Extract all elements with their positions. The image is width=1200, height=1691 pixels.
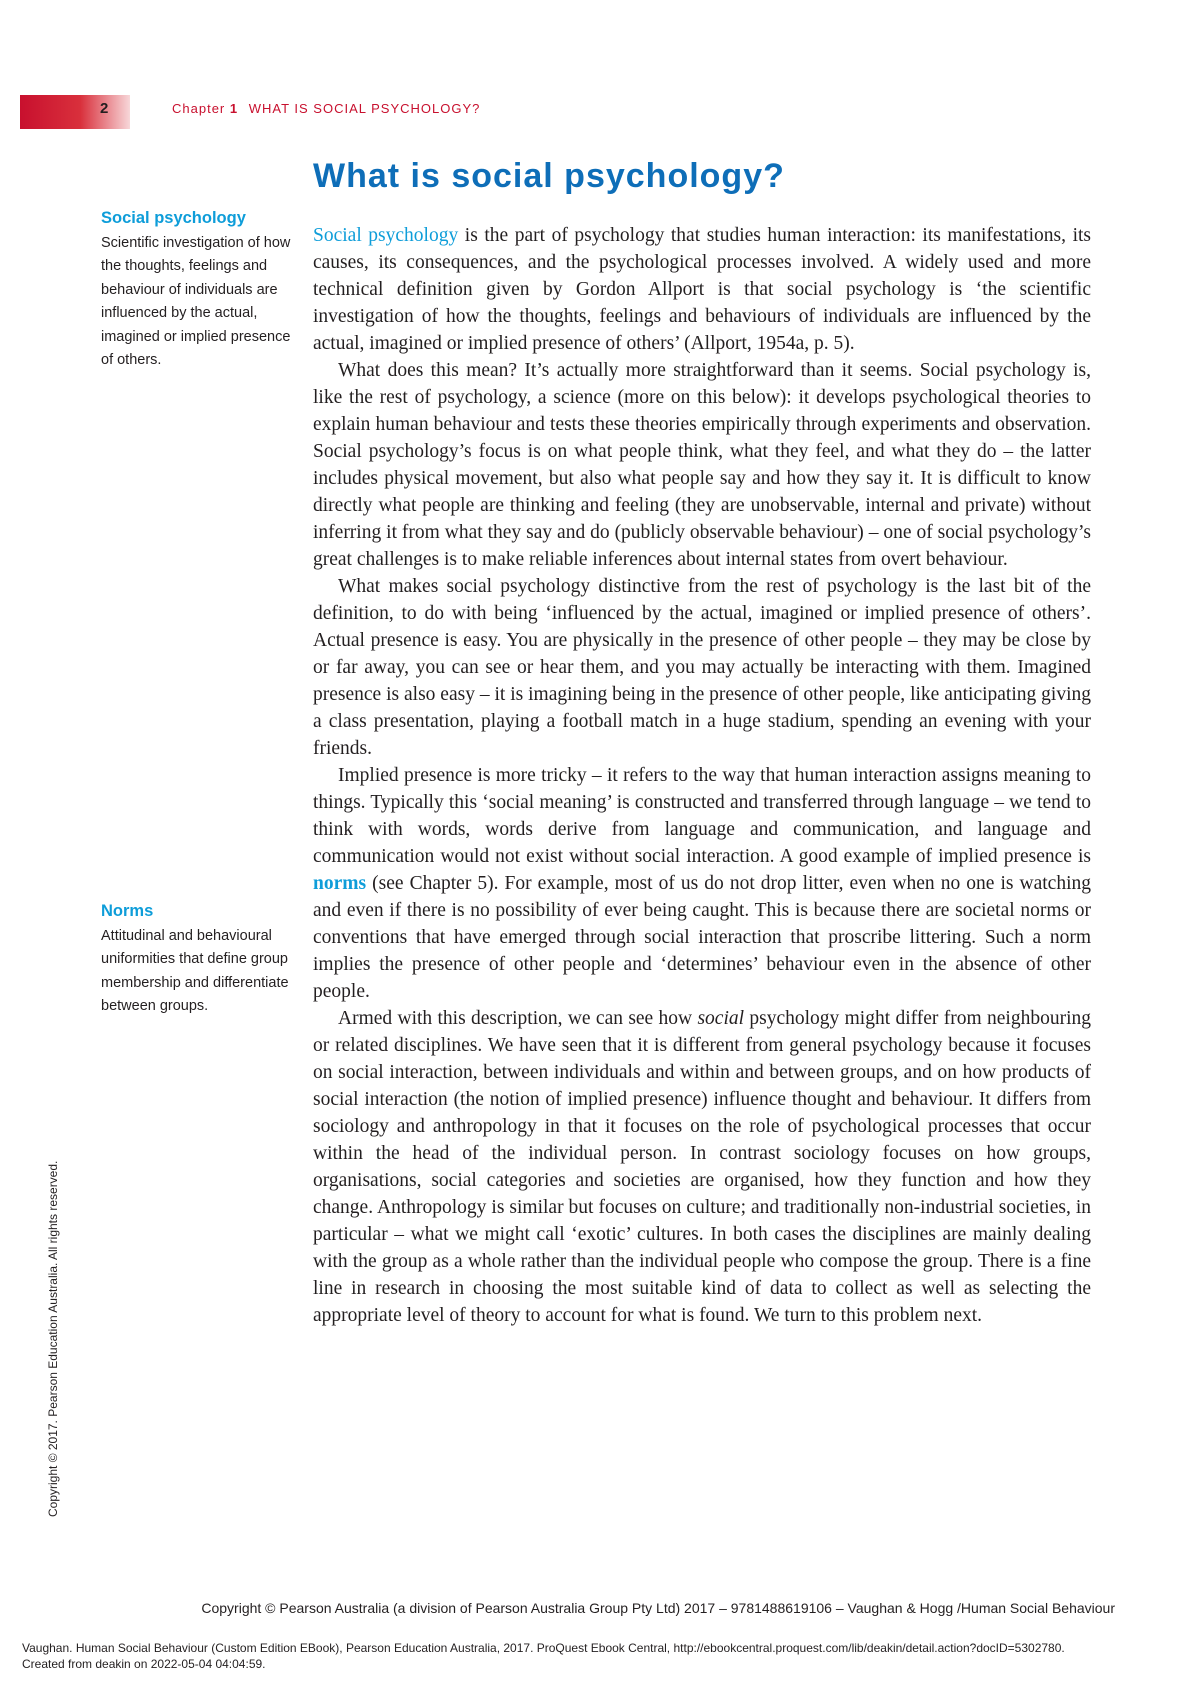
- chapter-label: Chapter: [172, 101, 226, 116]
- paragraph-text: Implied presence is more tricky – it refers to the way that human interaction assigns meaning to things. Typically this ‘social meaning’ is constructed and transferred through language – we tend to think with words, words derive from language and communication, and language and communication would not exist without social interaction. A good example of implied presence is: [313, 765, 1091, 867]
- citation-line: Vaughan. Human Social Behaviour (Custom Edition EBook), Pearson Education Australia, 2017. ProQuest Ebook Central, http://ebookcentral.proquest.com/lib/deakin/detail.action?docID=5302780.: [22, 1641, 1065, 1655]
- running-head: [172, 101, 480, 116]
- paragraph: What does this mean? It’s actually more straightforward than it seems. Social psychology is, like the rest of psychology, a science (more on this below): it develops psychological theories to explain human behaviour and tests these theories empirically through experiments and observation. Social psychology’s focus is on what people think, what they feel, and what they do – the latter includes physical movement, but also what people say and how they say it. It is difficult to know directly what people are thinking and feeling (they are unobservable, internal and private) without inferring it from what they say and do (publicly observable behaviour) – one of social psychology’s great challenges is to make reliable inferences about internal states from overt behaviour.: [313, 360, 1091, 570]
- paragraph-text: is the part of psychology that studies human interaction: its manifestations, its causes, its consequences, and the psychological processes involved. A widely used and more technical definition given by Gordon Allport is that social psychology is ‘the scientific investigation of how the thoughts, feelings and behaviours of individuals are influenced by the actual, imagined or implied presence of others’ (Allport, 1954a, p. 5).: [313, 225, 1091, 354]
- body-text: [313, 222, 1091, 1329]
- paragraph-text: (see Chapter 5). For example, most of us do not drop litter, even when no one is watching and even if there is no possibility of ever being caught. This is because there are societal norms or conventions that have emerged through social interaction that proscribe littering. Such a norm implies the presence of other people and ‘determines’ behaviour even in the absence of other people.: [313, 873, 1091, 1002]
- chapter-title: WHAT IS SOCIAL PSYCHOLOGY?: [248, 101, 481, 116]
- paragraph-text: Armed with this description, we can see how: [338, 1008, 698, 1029]
- source-citation: [22, 1640, 1065, 1672]
- paragraph-text: psychology might differ from neighbouring or related disciplines. We have seen that it is different from general psychology because it focuses on social interaction, between individuals and within and between groups, and on how products of social interaction (the notion of implied presence) influence thought and behaviour. It differs from sociology and anthropology in that it focuses on the role of psychological processes that occur within the head of the individual person. In contrast sociology focuses on how groups, organisations, social categories and societies are organised, how they function and how they change. Anthropology is similar but focuses on culture; and traditionally non-industrial societies, in particular – what we might call ‘exotic’ cultures. In both cases the disciplines are mainly dealing with the group as a whole rather than the individual people who compose the group. There is a fine line in research in choosing the most suitable kind of data to collect as well as selecting the appropriate level of theory to account for what is found. We turn to this problem next.: [313, 1008, 1091, 1326]
- margin-note-definition: Attitudinal and behavioural uniformities that define group membership and differentiate between groups.: [101, 927, 289, 1014]
- page-number: 2: [100, 100, 109, 117]
- footer-copyright: Copyright © Pearson Australia (a division of Pearson Australia Group Pty Ltd) 2017 – 9781488619106 – Vaughan & Hogg /Human Social Behaviour: [201, 1600, 1115, 1616]
- key-term-social-psychology: Social psychology: [313, 225, 459, 246]
- paragraph: [313, 222, 1091, 357]
- margin-note-term: Norms: [101, 902, 154, 920]
- chapter-number: 1: [229, 101, 239, 116]
- margin-note-term: Social psychology: [101, 209, 246, 227]
- key-term-norms: norms: [313, 873, 367, 894]
- header-accent-bar: [20, 95, 130, 129]
- paragraph: What makes social psychology distinctive from the rest of psychology is the last bit of the definition, to do with being ‘influenced by the actual, imagined or implied presence of others’. Actual presence is easy. You are physically in the presence of other people – they may be close by or far away, you can see or hear them, and you may actually be interacting with them. Imagined presence is also easy – it is imagining being in the presence of other people, like anticipating giving a class presentation, playing a football match in a huge stadium, spending an evening with your friends.: [313, 576, 1091, 759]
- margin-note-social-psychology: [101, 207, 291, 373]
- emphasis-social: social: [697, 1008, 745, 1029]
- vertical-copyright-notice: Copyright © 2017. Pearson Education Australia. All rights reserved.: [46, 1160, 60, 1517]
- paragraph: [313, 1005, 1091, 1329]
- section-title: What is social psychology?: [313, 157, 785, 195]
- margin-note-norms: [101, 900, 291, 1019]
- margin-note-definition: Scientific investigation of how the thoughts, feelings and behaviour of individuals are influenced by the actual, imagined or implied presence of others.: [101, 234, 291, 368]
- citation-line: Created from deakin on 2022-05-04 04:04:59.: [22, 1657, 266, 1671]
- paragraph: [313, 762, 1091, 1005]
